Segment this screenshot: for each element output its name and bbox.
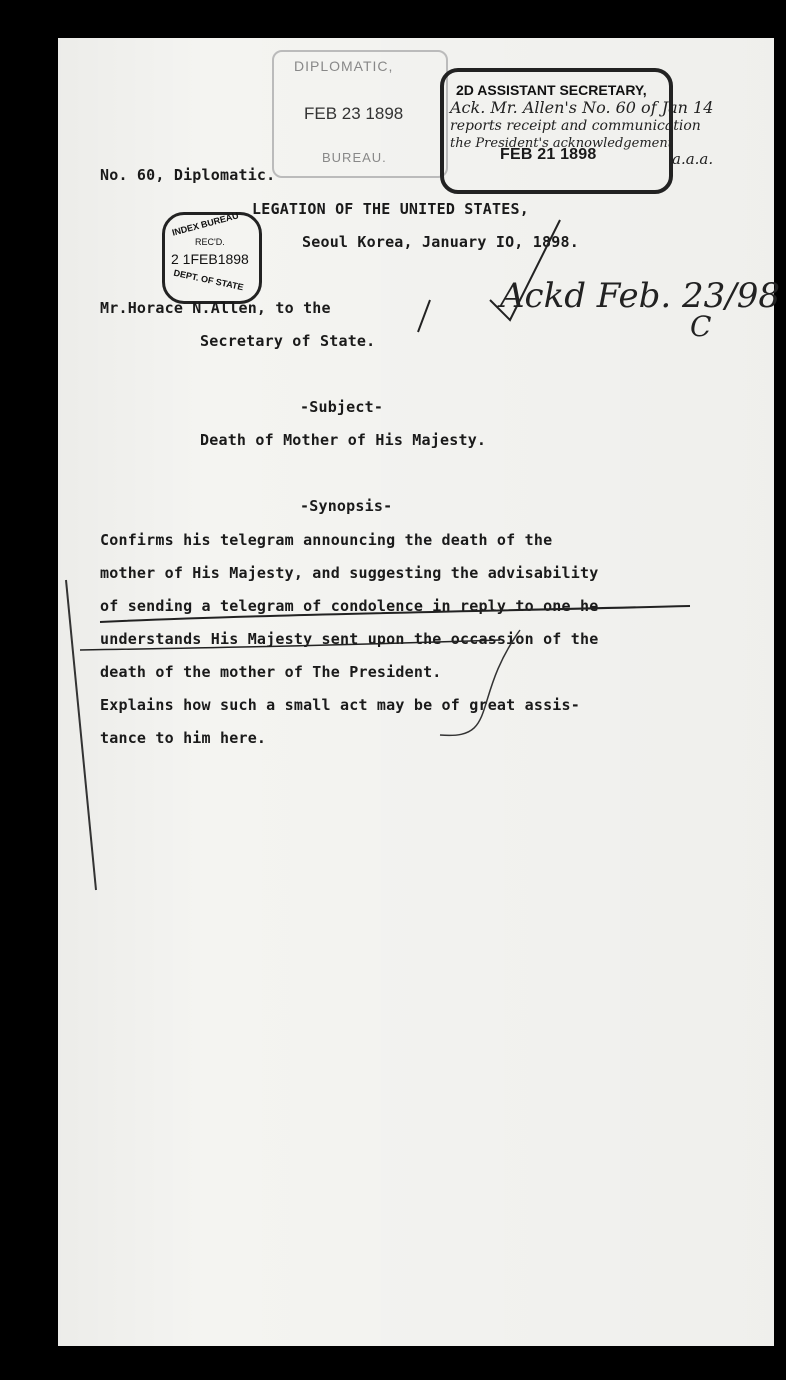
synopsis-line: death of the mother of The President. [100, 663, 442, 681]
index-dept-label: DEPT. OF STATE [172, 267, 245, 293]
stamp-assistant-date: FEB 21 1898 [500, 146, 597, 163]
stamp-diplomatic-label: DIPLOMATIC, [294, 58, 394, 74]
underline-stroke [80, 640, 500, 650]
assistant-note-line1: Ack. Mr. Allen's No. 60 of Jan 14 [450, 98, 714, 117]
margin-line [66, 580, 96, 890]
acknowledgement-initial: C [690, 310, 712, 343]
stamp-assistant-title: 2D ASSISTANT SECRETARY, [456, 82, 647, 98]
place-date: Seoul Korea, January IO, 1898. [302, 233, 579, 251]
synopsis-line: Confirms his telegram announcing the death of the [100, 531, 553, 549]
letter-from: Mr.Horace N.Allen, to the [100, 299, 331, 317]
curl-stroke [440, 630, 520, 735]
subject-heading: -Subject- [300, 398, 384, 416]
assistant-note-line2: reports receipt and communication [450, 118, 701, 134]
check-mark [490, 220, 560, 320]
subject-text: Death of Mother of His Majesty. [200, 431, 487, 449]
synopsis-line: tance to him here. [100, 729, 267, 747]
index-bureau-label: INDEX BUREAU [170, 210, 240, 238]
legation-heading: LEGATION OF THE UNITED STATES, [252, 200, 529, 218]
synopsis-line: of sending a telegram of condolence in reply to one he [100, 597, 599, 615]
letter-number: No. 60, Diplomatic. [100, 166, 276, 184]
underline-stroke [100, 606, 690, 622]
assistant-initials: a.a.a. [672, 150, 714, 168]
assistant-note-line3: the President's acknowledgement [450, 136, 673, 151]
index-recd-label: REC'D. [195, 237, 225, 247]
synopsis-line: Explains how such a small act may be of great assis- [100, 696, 580, 714]
letter-to: Secretary of State. [200, 332, 376, 350]
tick-stroke [418, 300, 430, 332]
stamp-bureau-label: BUREAU. [322, 150, 387, 165]
acknowledgement-note: Ackd Feb. 23/98 [500, 276, 780, 316]
synopsis-line: understands His Majesty sent upon the occassion of the [100, 630, 599, 648]
stamp-diplomatic-date: FEB 23 1898 [304, 104, 404, 123]
synopsis-line: mother of His Majesty, and suggesting the advisability [100, 564, 599, 582]
synopsis-heading: -Synopsis- [300, 497, 393, 515]
index-date: 2 1FEB1898 [171, 251, 249, 267]
